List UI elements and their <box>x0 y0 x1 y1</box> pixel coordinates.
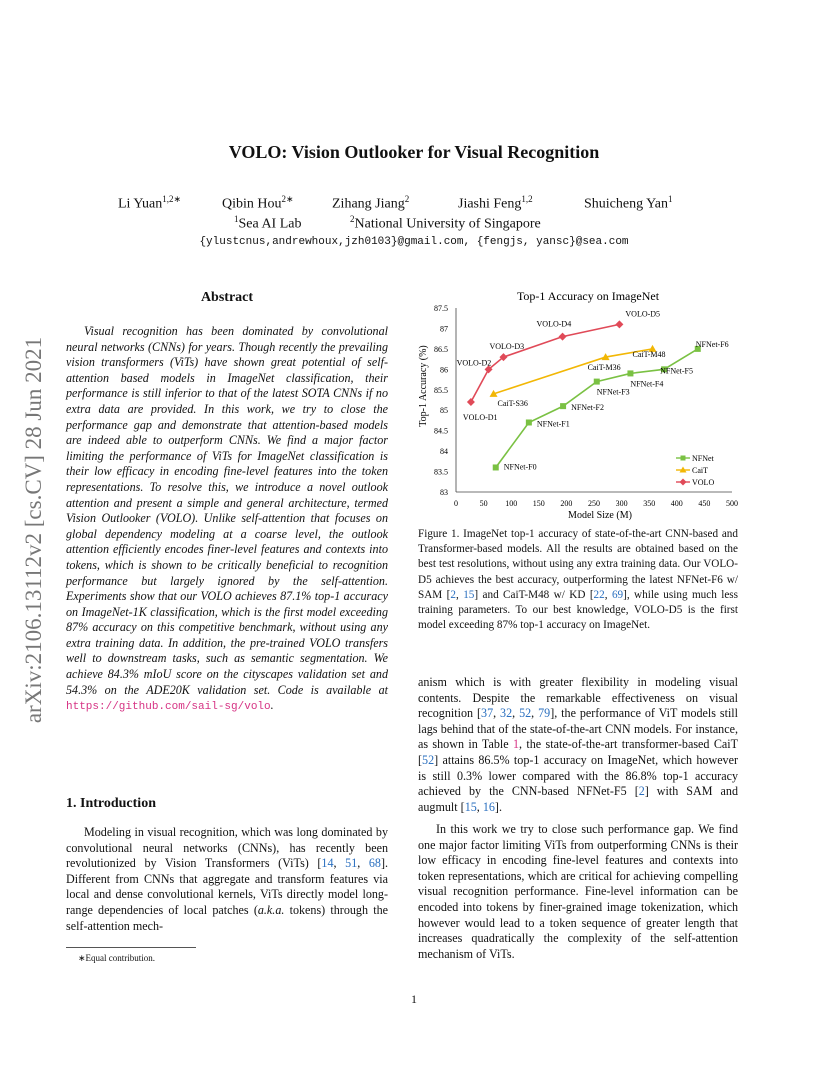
data-point <box>627 370 633 376</box>
y-tick-label: 83.5 <box>434 467 448 477</box>
data-label: CaiT-M48 <box>632 349 666 359</box>
data-label: NFNet-F6 <box>695 339 729 349</box>
x-tick-label: 250 <box>588 499 600 508</box>
author-emails: {ylustcnus,andrewhoux,jzh0103}@gmail.com, {fengjs, yansc}@sea.com <box>199 236 629 248</box>
arxiv-side-label: arXiv:2106.13112v2 [cs.CV] 28 Jun 2021 <box>21 336 46 724</box>
intro-paragraph: Modeling in visual recognition, which was long dominated by convolutional neural networks (CNNs), has recently been revolutionized by Vision Transformers (ViTs) [14, 51, 68]. Different from CNNs that aggregate and transform features via local and dense convolutional kernels, ViTs directly model long-range dependencies of local patches (a.k.a. tokens) through the self-attention mech- <box>66 825 389 933</box>
x-tick-label: 350 <box>643 499 656 508</box>
legend-entry: VOLO <box>692 478 715 487</box>
author-2: Qibin Hou$^{2∗}$ <box>222 194 294 212</box>
data-point <box>559 333 567 341</box>
author-4: Jiashi Feng$^{1,2}$ <box>458 194 533 212</box>
y-tick-label: 84 <box>440 447 448 457</box>
legend-marker <box>681 456 686 461</box>
data-label: NFNet-F2 <box>571 403 604 413</box>
abstract-body: Visual recognition has been dominated by convolutional neural networks (CNNs) for years. Though recently the prevailing vision transformers (ViTs) have shown great potential of self-attention based models in ImageNet classification, their performance is still inferior to that of the latest SOTA CNNs if no extra data are provided. In this work, we try to close the performance gap and demonstrate that attention-based models are indeed able to outperform CNNs. We find a major factor limiting the performance of ViTs for ImageNet classification is their low efficacy in encoding fine-level features into the token representations. To resolve this, we introduce a novel outlook attention and present a simple and general architecture, termed Vision Outlooker (VOLO). Unlike self-attention that focuses on global dependency modeling at a coarse level, the outlook attention efficiently encodes finer-level features and contexts into tokens, which is shown to be critically beneficial to recognition performance but largely ignored by the self-attention. Experiments show that our VOLO achieves 87.1% top-1 accuracy on ImageNet-1K classification, which is the first model exceeding 87% accuracy on this competitive benchmark, without using any extra training data. In addition, the pre-trained VOLO transfers well to downstream tasks, such as semantic segmentation. We achieve 84.3% mIoU score on the cityscapes validation set and 54.3% on the ADE20K validation set. Code is available at https://github.com/sail-sg/volo. <box>66 324 388 714</box>
citation-link[interactable]: 52 <box>519 706 532 721</box>
y-tick-label: 87 <box>440 324 448 334</box>
citation-link[interactable]: 2 <box>638 784 645 799</box>
figure-caption: Figure 1. ImageNet top-1 accuracy of state-of-the-art CNN-based and Transformer-based models. All the results are obtained based on the best test resolutions, without using any extra training data. Our VOLO-D5 achieves the best accuracy, outperforming the latest NFNet-F6 w/ SAM [2, 15] and CaiT-M48 w/ KD [22, 69], while using much less training parameters. To our best knowledge, VOLO-D5 is the first model exceeding 87% top-1 accuracy on ImageNet. <box>418 528 738 632</box>
data-label: VOLO-D1 <box>462 413 498 423</box>
right-column-paragraph-2: In this work we try to close such performance gap. We find one major factor limiting ViTs from outperforming CNNs is their low efficacy in encoding fine-level features and contexts into token representations, which are critical for achieving compelling visual recognition performance. Fine-level information can be encoded into tokens by finer-grained image tokenization, which however would lead to a token sequence of greater length that increases quadratically the complexity of the self-attention mechanism of ViTs. <box>418 822 738 961</box>
affiliation-2: $^2$National University of Singapore <box>350 214 541 232</box>
y-tick-label: 86 <box>440 365 448 375</box>
table-link[interactable]: 1 <box>512 737 520 752</box>
x-tick-label: 100 <box>505 499 518 508</box>
citation-link[interactable]: 32 <box>500 706 513 721</box>
data-point <box>560 403 566 409</box>
data-label: NFNet-F4 <box>630 379 664 389</box>
y-tick-label: 85 <box>440 406 448 416</box>
x-tick-label: 450 <box>698 499 711 508</box>
y-tick-label: 87.5 <box>434 304 448 313</box>
x-tick-label: 400 <box>670 499 683 508</box>
data-label: NFNet-F1 <box>536 419 570 429</box>
citation-link[interactable]: 22 <box>593 588 605 601</box>
citation-link[interactable]: 15 <box>464 799 477 814</box>
legend-entry: CaiT <box>692 466 708 475</box>
citation-link[interactable]: 2 <box>450 588 456 601</box>
citation-link[interactable]: 51 <box>345 856 358 871</box>
data-label: NFNet-F0 <box>503 462 537 472</box>
x-tick-label: 150 <box>532 499 545 508</box>
data-label: VOLO-D2 <box>456 358 492 368</box>
y-tick-label: 83 <box>440 488 448 497</box>
chart-ylabel: Top-1 Accuracy (%) <box>418 345 429 427</box>
x-tick-label: 0 <box>454 499 458 508</box>
footnote: ∗Equal contribution. <box>78 953 156 963</box>
paper-title: VOLO: Vision Outlooker for Visual Recognition <box>228 142 600 162</box>
intro-heading: 1. Introduction <box>66 796 156 811</box>
data-label: VOLO-D4 <box>536 319 572 329</box>
x-tick-label: 50 <box>479 499 488 508</box>
author-5: Shuicheng Yan$^1$ <box>584 194 673 212</box>
y-tick-label: 84.5 <box>434 426 448 436</box>
citation-link[interactable]: 69 <box>611 588 624 601</box>
x-tick-label: 500 <box>726 499 738 508</box>
author-3: Zihang Jiang$^2$ <box>332 194 410 212</box>
abstract-heading: Abstract <box>200 290 254 305</box>
data-point <box>467 398 475 406</box>
data-point <box>526 419 532 425</box>
data-label: VOLO-D3 <box>489 342 525 352</box>
data-label: CaiT-M36 <box>587 363 621 373</box>
y-tick-label: 86.5 <box>434 344 448 354</box>
citation-link[interactable]: 37 <box>481 706 494 721</box>
data-point <box>594 379 600 385</box>
citation-link[interactable]: 52 <box>422 752 435 767</box>
chart-title: Top-1 Accuracy on ImageNet <box>516 289 660 303</box>
data-label: NFNet-F3 <box>596 387 630 397</box>
accuracy-chart <box>414 284 750 524</box>
x-tick-label: 300 <box>615 499 628 508</box>
data-label: CaiT-S36 <box>497 398 528 408</box>
citation-link[interactable]: 16 <box>482 799 495 814</box>
data-point <box>615 320 623 328</box>
x-tick-label: 200 <box>560 499 573 508</box>
data-point <box>493 464 499 470</box>
legend-entry: NFNet <box>692 454 714 463</box>
citation-link[interactable]: 68 <box>368 856 381 871</box>
code-link[interactable]: https://github.com/sail-sg/volo <box>66 701 271 714</box>
data-label: NFNet-F5 <box>660 366 693 376</box>
affiliation-1: $^1$Sea AI Lab <box>234 214 302 232</box>
legend-marker <box>680 479 687 486</box>
page-number: 1 <box>411 992 417 1006</box>
chart-xlabel: Model Size (M) <box>568 510 632 521</box>
right-column-paragraph-1: anism which is with greater flexibility in modeling visual contents. Despite the remarkable effectiveness on visual recognition [37, 32, 52, 79], the performance of ViT models still lags behind that of the state-of-the-art CNN models. For instance, as shown in Table 1, the state-of-the-art transformer-based CaiT [52] attains 86.5% top-1 accuracy on ImageNet, which however is still 0.3% lower compared with the 86.8% top-1 accuracy achieved by the CNN-based NFNet-F5 [2] with SAM and augmult [15, 16]. <box>418 675 739 814</box>
author-1: Li Yuan$^{1,2∗}$ <box>118 194 181 212</box>
y-tick-label: 85.5 <box>434 385 448 395</box>
data-label: VOLO-D5 <box>625 309 661 319</box>
citation-link[interactable]: 79 <box>538 706 551 721</box>
citation-link[interactable]: 15 <box>463 588 475 601</box>
citation-link[interactable]: 14 <box>321 856 334 871</box>
footnote-rule <box>66 947 196 948</box>
